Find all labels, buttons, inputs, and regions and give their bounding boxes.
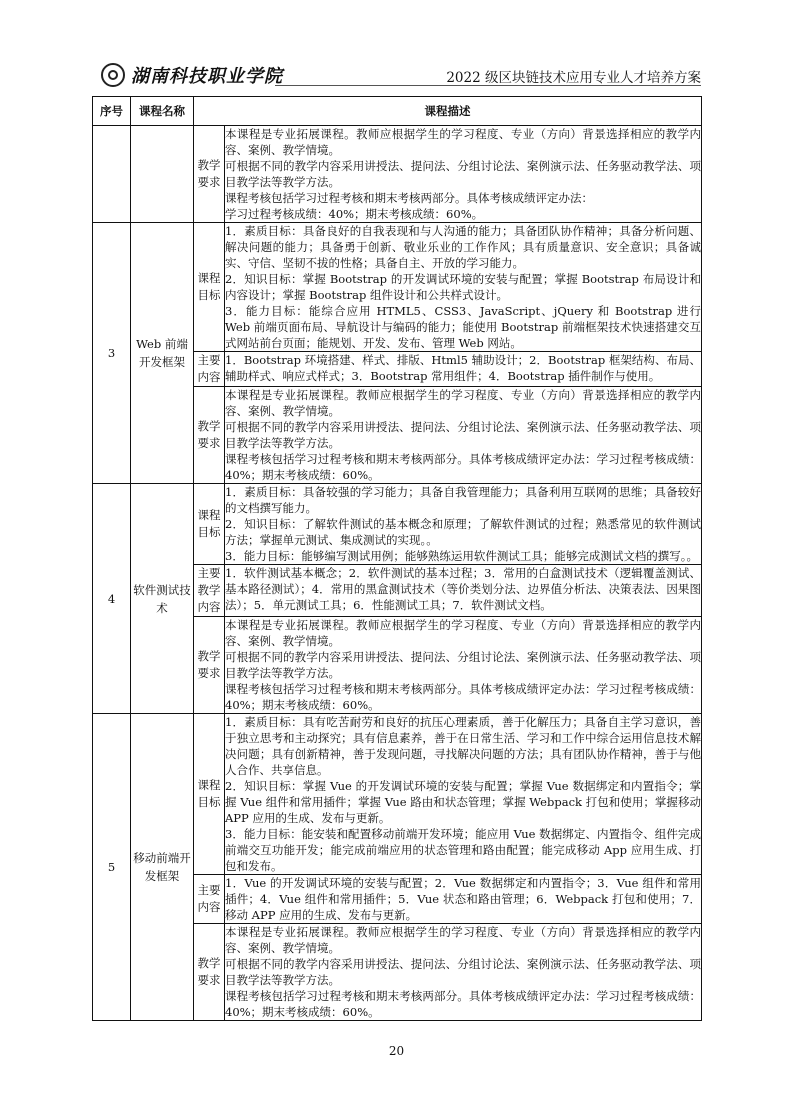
section-label: 主要内容	[194, 875, 225, 924]
header-course-description: 课程描述	[194, 97, 702, 126]
course-name: Web 前端开发框架	[131, 223, 194, 484]
description-line: 1．软件测试基本概念；2．软件测试的基本过程；3．常用的白盒测试技术（逻辑覆盖测试、基本路径测试）；4．常用的黑盒测试技术（等价类划分法、边界值分析法、决策表法、因果图法）；5．单元测试工具；6．性能测试工具；7．软件测试文档。	[225, 566, 701, 612]
course-number-cell	[93, 126, 131, 223]
school-name: 湖南科技职业学院	[131, 66, 283, 87]
table-row	[93, 126, 702, 223]
description-line: 3．能力目标：能安装和配置移动前端开发环境；能应用 Vue 数据绑定、内置指令、组件完成前端交互功能开发；能完成前端应用的状态管理和路由配置；能完成移动 App 应用生成、打包和发布。	[225, 827, 701, 873]
section-label: 教学要求	[194, 617, 225, 714]
section-label: 教学要求	[194, 387, 225, 484]
description-line: 3．能力目标：能够编写测试用例；能够熟练运用软件测试工具；能够完成测试文档的撰写。。	[225, 549, 699, 563]
description-line: 本课程是专业拓展课程。教师应根据学生的学习程度、专业（方向）背景选择相应的教学内容、案例、教学情境。	[225, 925, 701, 955]
table-row	[93, 714, 702, 875]
section-description	[225, 714, 702, 875]
description-line: 可根据不同的教学内容采用讲授法、提问法、分组讨论法、案例演示法、任务驱动教学法、项目教学法等教学方法。	[225, 957, 701, 987]
description-line: 课程考核包括学习过程考核和期末考核两部分。具体考核成绩评定办法：学习过程考核成绩：40%；期末考核成绩：60%。	[225, 989, 701, 1019]
description-line: 1．Bootstrap 环境搭建、样式、排版、Html5 辅助设计；2．Bootstrap 框架结构、布局、辅助样式、响应式样式；3．Bootstrap 常用组件；4．Bootstrap 插件制作与使用。	[225, 353, 701, 383]
course-number: 5	[93, 714, 131, 1021]
description-line: 可根据不同的教学内容采用讲授法、提问法、分组讨论法、案例演示法、任务驱动教学法、项目教学法等教学方法。	[225, 420, 701, 450]
description-line: 2．知识目标：了解软件测试的基本概念和原理；了解软件测试的过程；熟悉常见的软件测试方法；掌握单元测试、集成测试的实现。。	[225, 517, 701, 547]
section-label: 主要教学内容	[194, 565, 225, 617]
school-seal-icon	[101, 63, 125, 87]
table-row	[93, 223, 702, 352]
description-line: 1．素质目标：具备较强的学习能力；具备自我管理能力；具备利用互联网的思维；具备较好的文档撰写能力。	[225, 485, 701, 515]
description-line: 1．素质目标：具备良好的自我表现和与人沟通的能力；具备团队协作精神；具备分析问题、解决问题的能力；具备勇于创新、敬业乐业的工作作风；具有质量意识、安全意识；具备诚实、守信、坚韧不拔的性格；具备自主、开放的学习能力。	[225, 224, 701, 270]
course-name-cell	[131, 126, 194, 223]
description-line: 学习过程考核成绩：40%；期末考核成绩：60%。	[225, 207, 484, 221]
section-description	[225, 484, 702, 565]
header-rule	[275, 85, 701, 86]
header-number: 序号	[93, 97, 131, 126]
description-line: 课程考核包括学习过程考核和期末考核两部分。具体考核成绩评定办法：	[225, 191, 593, 205]
school-logo	[101, 60, 283, 90]
course-number: 4	[93, 484, 131, 714]
section-label: 课程目标	[194, 484, 225, 565]
course-name: 移动前端开发框架	[131, 714, 194, 1021]
section-label: 教学要求	[194, 924, 225, 1021]
section-description	[225, 565, 702, 617]
header-course-name: 课程名称	[131, 97, 194, 126]
section-label: 教学要求	[194, 126, 225, 223]
document-title: 2022 级区块链技术应用专业人才培养方案	[446, 70, 701, 86]
course-name: 软件测试技术	[131, 484, 194, 714]
description-line: 可根据不同的教学内容采用讲授法、提问法、分组讨论法、案例演示法、任务驱动教学法、项目教学法等教学方法。	[225, 650, 701, 680]
section-description	[225, 352, 702, 387]
description-line: 1．Vue 的开发调试环境的安装与配置；2．Vue 数据绑定和内置指令；3．Vue 组件和常用插件；4．Vue 组件和常用插件；5．Vue 状态和路由管理；6．Webpack 打包和使用；7．移动 APP 应用的生成、发布与更新。	[225, 876, 701, 922]
description-line: 2．知识目标：掌握 Vue 的开发调试环境的安装与配置；掌握 Vue 数据绑定和内置指令；掌握 Vue 组件和常用插件；掌握 Vue 路由和状态管理；掌握 Webpack 打包和使用；掌握移动 APP 应用的生成、发布与更新。	[225, 779, 701, 825]
section-label: 课程目标	[194, 714, 225, 875]
section-description	[225, 126, 702, 223]
section-description	[225, 875, 702, 924]
table-header-row	[93, 97, 702, 126]
description-line: 3．能力目标：能综合应用 HTML5、CSS3、JavaScript、jQuery 和 Bootstrap 进行 Web 前端页面布局、导航设计与编码的能力；能使用 Bootstrap 前端框架技术快速搭建交互式网站前台页面；能规划、开发、发布、管理 Web 网站。	[225, 304, 701, 350]
course-table	[92, 96, 702, 1021]
description-line: 2．知识目标：掌握 Bootstrap 的开发调试环境的安装与配置；掌握 Bootstrap 布局设计和内容设计；掌握 Bootstrap 组件设计和公共样式设计。	[225, 272, 701, 302]
section-description	[225, 617, 702, 714]
description-line: 课程考核包括学习过程考核和期末考核两部分。具体考核成绩评定办法：学习过程考核成绩：40%；期末考核成绩：60%。	[225, 682, 701, 712]
description-line: 课程考核包括学习过程考核和期末考核两部分。具体考核成绩评定办法：学习过程考核成绩：40%；期末考核成绩：60%。	[225, 452, 701, 482]
section-label: 主要内容	[194, 352, 225, 387]
section-description	[225, 223, 702, 352]
section-label: 课程目标	[194, 223, 225, 352]
table-row	[93, 484, 702, 565]
page-header	[0, 0, 793, 96]
section-description	[225, 387, 702, 484]
page-number: 20	[388, 1044, 405, 1058]
description-line: 本课程是专业拓展课程。教师应根据学生的学习程度、专业（方向）背景选择相应的教学内容、案例、教学情境。	[225, 127, 701, 157]
section-description	[225, 924, 702, 1021]
course-number: 3	[93, 223, 131, 484]
description-line: 可根据不同的教学内容采用讲授法、提问法、分组讨论法、案例演示法、任务驱动教学法、项目教学法等教学方法。	[225, 159, 701, 189]
description-line: 1．素质目标：具有吃苦耐劳和良好的抗压心理素质，善于化解压力；具备自主学习意识，善于独立思考和主动探究；具有信息素养，善于在日常生活、学习和工作中综合运用信息技术解决问题；具有创新精神，善于发现问题，寻找解决问题的方法；具有团队协作精神，善于与他人合作、共享信息。	[225, 715, 701, 777]
description-line: 本课程是专业拓展课程。教师应根据学生的学习程度、专业（方向）背景选择相应的教学内容、案例、教学情境。	[225, 618, 701, 648]
description-line: 本课程是专业拓展课程。教师应根据学生的学习程度、专业（方向）背景选择相应的教学内容、案例、教学情境。	[225, 388, 701, 418]
